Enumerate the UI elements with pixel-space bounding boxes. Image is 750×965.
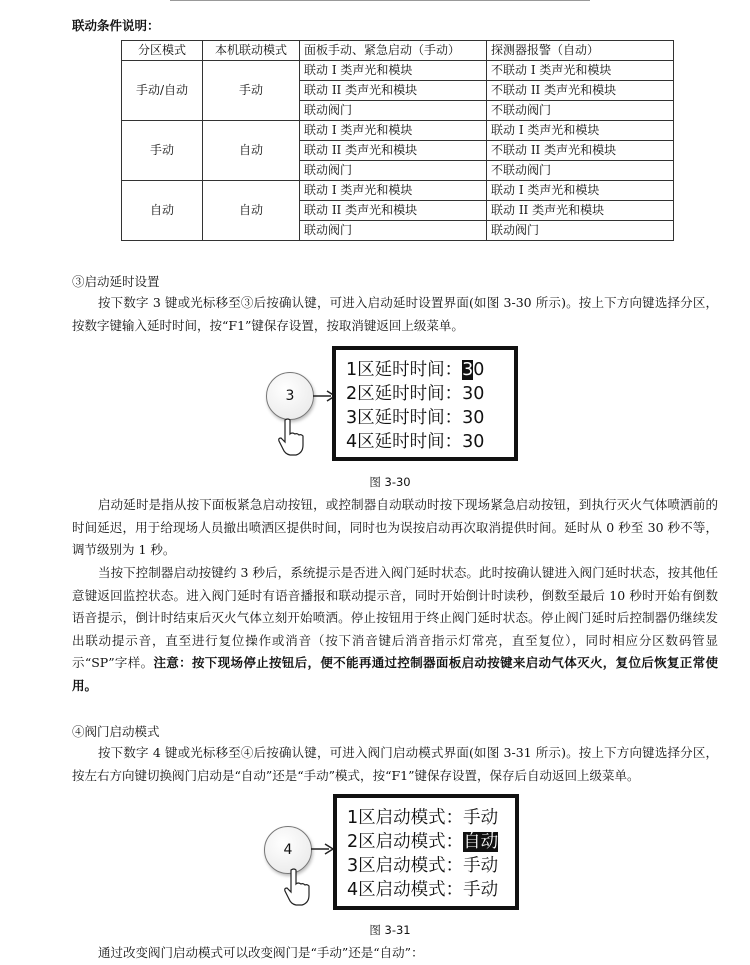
cell-auto: 不联动阀门	[487, 101, 674, 121]
lcd-row-label: 1区启动模式：	[347, 808, 464, 828]
lcd-row-value: 30	[462, 384, 485, 404]
lcd-row-label: 4区延时时间：	[346, 432, 463, 452]
section3-paragraph-2: 启动延时是指从按下面板紧急启动按钮，或控制器自动联动时按下现场紧急启动按钮，到执行灭火气体喷洒前的时间延迟，用于给现场人员撤出喷洒区提供时间，同时也为误按启动再次取消提供时间。延时从 0 秒至 30 秒不等，调节级别为 1 秒。	[72, 497, 718, 557]
group-zone-mode: 手动	[122, 121, 203, 181]
header-detector-alarm: 探测器报警（自动）	[487, 41, 674, 61]
lcd-row	[347, 852, 498, 877]
lcd-row-value-selected: 自动	[463, 832, 499, 852]
section3-paragraph-1: 按下数字 3 键或光标移至③后按确认键，可进入启动延时设置界面(如图 3-30 所示)。按上下方向键选择分区，按数字键输入延时时间，按“F1”键保存设置，按取消键返回上级菜单。	[72, 295, 718, 333]
cell-auto: 不联动阀门	[487, 161, 674, 181]
lcd-row	[346, 404, 484, 429]
lcd-row	[346, 356, 484, 381]
arrow-right-icon	[311, 843, 335, 855]
cell-auto: 不联动 I 类声光和模块	[487, 61, 674, 81]
section3-paragraph-3	[72, 562, 718, 697]
section4-title: ④阀门启动模式	[72, 724, 160, 739]
cell-auto: 联动阀门	[487, 221, 674, 241]
figure-caption-3-31: 图 3-31	[369, 923, 411, 937]
key-label: 4	[283, 842, 293, 858]
delay-lcd-screen	[332, 346, 518, 461]
linkage-heading: 联动条件说明：	[72, 18, 160, 33]
cell-manual: 联动 II 类声光和模块	[300, 201, 487, 221]
group-zone-mode: 自动	[122, 181, 203, 241]
lcd-row-value: 手动	[463, 880, 499, 900]
cell-auto: 联动 I 类声光和模块	[487, 181, 674, 201]
cell-manual: 联动阀门	[300, 221, 487, 241]
lcd-row-value: 手动	[463, 856, 499, 876]
cell-manual: 联动 II 类声光和模块	[300, 81, 487, 101]
section3-title: ③启动延时设置	[72, 274, 160, 289]
group-local-mode: 自动	[203, 181, 300, 241]
cell-auto: 不联动 II 类声光和模块	[487, 141, 674, 161]
lcd-row-value: 手动	[463, 808, 499, 828]
cell-auto: 联动 I 类声光和模块	[487, 121, 674, 141]
header-panel-manual: 面板手动、紧急启动（手动）	[300, 41, 487, 61]
lcd-row	[347, 876, 498, 901]
group-local-mode: 自动	[203, 121, 300, 181]
top-rule	[170, 0, 590, 1]
lcd-row-label: 1区延时时间：	[346, 360, 463, 380]
lcd-row-value: 0	[473, 360, 485, 380]
cell-manual: 联动阀门	[300, 101, 487, 121]
table-row	[122, 181, 674, 201]
cell-manual: 联动 I 类声光和模块	[300, 121, 487, 141]
header-zone-mode: 分区模式	[122, 41, 203, 61]
lcd-row-label: 4区启动模式：	[347, 880, 464, 900]
lcd-row-value: 30	[462, 432, 485, 452]
cell-manual: 联动 I 类声光和模块	[300, 181, 487, 201]
cell-manual: 联动阀门	[300, 161, 487, 181]
key-label: 3	[285, 388, 295, 404]
group-local-mode: 手动	[203, 61, 300, 121]
table-row	[122, 121, 674, 141]
lcd-row	[346, 380, 484, 405]
cell-auto: 联动 II 类声光和模块	[487, 201, 674, 221]
section4-paragraph-2: 通过改变阀门启动模式可以改变阀门是“手动”还是“自动”：	[98, 945, 424, 960]
group-zone-mode: 手动/自动	[122, 61, 203, 121]
cell-manual: 联动 II 类声光和模块	[300, 141, 487, 161]
lcd-row	[346, 428, 484, 453]
note-text: 注意：按下现场停止按钮后，便不能再通过控制器面板启动按键来启动气体灭火，复位后恢复正常使用。	[72, 655, 718, 693]
lcd-row	[347, 804, 498, 829]
lcd-row-label: 3区启动模式：	[347, 856, 464, 876]
lcd-row-label: 2区延时时间：	[346, 384, 463, 404]
pointing-hand-icon	[276, 418, 304, 456]
table-header-row	[122, 41, 674, 61]
paragraph-text: 当按下控制器启动按键约 3 秒后，系统提示是否进入阀门延时状态。此时按确认键进入阀门延时状态，按其他任意键返回监控状态。进入阀门延时有语音播报和联动提示音，同时开始倒计时读秒，倒数至最后 10 秒时开始有倒数语音提示，倒计时结束后灭火气体立刻开始喷洒。停止按钮用于终止阀门延时状态。停止阀门延时后控制器仍继续发出联动提示音，直至进行复位操作或消音（按下消音键后消音指示灯常亮，直至复位），同时相应分区数码管显示“SP”字样。	[72, 565, 718, 670]
cell-auto: 不联动 II 类声光和模块	[487, 81, 674, 101]
valve-mode-lcd-screen	[333, 794, 519, 910]
header-local-mode: 本机联动模式	[203, 41, 300, 61]
key-3-button	[266, 372, 314, 420]
linkage-table	[121, 40, 674, 241]
lcd-cursor: 3	[462, 360, 474, 380]
lcd-row-label: 3区延时时间：	[346, 408, 463, 428]
table-row	[122, 61, 674, 81]
lcd-row-value: 30	[462, 408, 485, 428]
lcd-row	[347, 828, 498, 853]
lcd-row-label: 2区启动模式：	[347, 832, 464, 852]
figure-caption-3-30: 图 3-30	[369, 475, 411, 489]
section4-paragraph-1: 按下数字 4 键或光标移至④后按确认键，可进入阀门启动模式界面(如图 3-31 所示)。按上下方向键选择分区，按左右方向键切换阀门启动是“自动”还是“手动”模式，按“F1”键保存设置，保存后自动返回上级菜单。	[72, 745, 718, 783]
key-4-button	[264, 826, 312, 874]
pointing-hand-icon	[282, 868, 310, 906]
cell-manual: 联动 I 类声光和模块	[300, 61, 487, 81]
